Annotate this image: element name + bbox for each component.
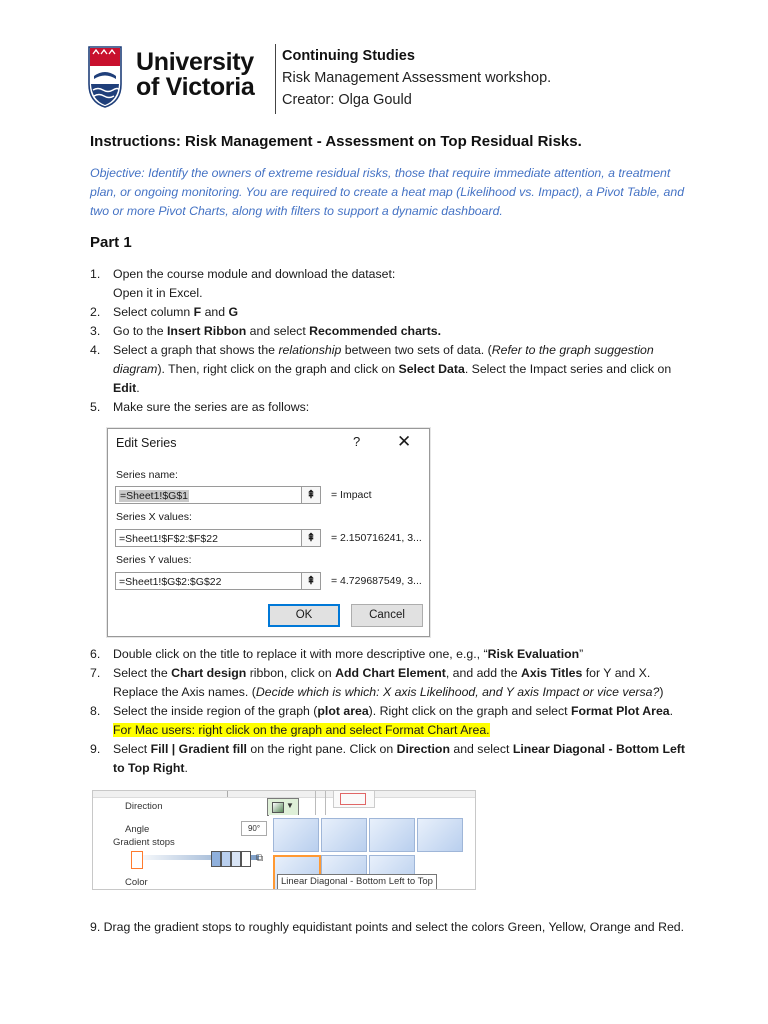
logo-line-1: University (136, 48, 254, 76)
step-2: 2. Select column F and G (90, 305, 239, 319)
close-icon[interactable]: ✕ (397, 432, 412, 451)
chevron-down-icon: ▼ (286, 801, 294, 810)
cancel-button[interactable]: Cancel (351, 604, 423, 627)
series-y-input[interactable]: =Sheet1!$G$2:$G$22 (115, 572, 321, 590)
angle-label: Angle (125, 824, 150, 835)
mac-note-highlight: For Mac users: right click on the graph and select Format Chart Area. (113, 723, 490, 737)
format-pane-screenshot (92, 790, 476, 890)
gradient-stop-handle[interactable] (241, 851, 251, 867)
help-icon[interactable]: ? (353, 434, 361, 449)
gradient-stop-handle[interactable] (131, 851, 143, 869)
series-name-label: Series name: (116, 469, 178, 481)
collapse-range-icon[interactable]: ⇞ (301, 572, 321, 590)
crest-icon (88, 46, 122, 108)
series-name-result: = Impact (331, 489, 372, 501)
final-step-text: 9. Drag the gradient stops to roughly equidistant points and select the colors Green, Yellow, Orange and Red. (90, 920, 685, 934)
part-heading: Part 1 (90, 234, 132, 251)
gradient-swatch-icon (272, 802, 284, 813)
series-name-input[interactable]: =Sheet1!$G$1 (115, 486, 321, 504)
logo-text (136, 50, 255, 100)
series-x-result: = 2.150716241, 3... (331, 532, 422, 544)
uvic-logo (88, 46, 268, 110)
add-stop-icon[interactable]: ⧉ (256, 853, 264, 864)
direction-tile[interactable] (321, 818, 367, 852)
step-7: 7. Select the Chart design ribbon, click on Add Chart Element, and add the Axis Titles for Y and X. Replace the Axis names. (Decide which is which: X axis Likelihood, and Y axis Impact or vice versa?) (90, 666, 664, 699)
steps-list-b (90, 645, 690, 778)
direction-tooltip: Linear Diagonal - Bottom Left to Top (277, 874, 437, 890)
collapse-range-icon[interactable]: ⇞ (301, 486, 321, 504)
step-3: 3. Go to the Insert Ribbon and select Recommended charts. (90, 324, 442, 338)
header-creator: Creator: Olga Gould (282, 92, 412, 108)
step-1: 1. Open the course module and download the dataset: Open it in Excel. (90, 267, 396, 300)
gradient-stop-handle[interactable] (221, 851, 231, 867)
series-y-label: Series Y values: (116, 554, 192, 566)
step-6: 6. Double click on the title to replace it with more descriptive one, e.g., “Risk Evaluation” (90, 647, 584, 661)
header-workshop: Risk Management Assessment workshop. (282, 70, 552, 86)
header-divider (275, 44, 276, 114)
direction-tile[interactable] (417, 818, 463, 852)
edit-series-dialog (107, 428, 430, 637)
step-9: 9. Select Fill | Gradient fill on the right pane. Click on Direction and select Linear Diagonal - Bottom Left to Top Right. (90, 742, 686, 775)
header-title: Continuing Studies (282, 48, 415, 64)
gradient-stop-handle[interactable] (211, 851, 221, 867)
ok-button[interactable]: OK (268, 604, 340, 627)
gradient-stop-handle[interactable] (231, 851, 241, 867)
logo-line-2: of Victoria (136, 73, 255, 101)
instructions-heading: Instructions: Risk Management - Assessment on Top Residual Risks. (90, 133, 582, 150)
step-5: 5. Make sure the series are as follows: (90, 400, 310, 414)
step-8: 8. Select the inside region of the graph (plot area). Right click on the graph and select Format Plot Area. For Mac users: right click on the graph and select Format Chart Area. (90, 704, 674, 737)
direction-dropdown[interactable] (267, 798, 299, 816)
angle-input[interactable]: 90° (241, 821, 267, 836)
gradient-stops-label: Gradient stops (113, 837, 175, 848)
series-x-label: Series X values: (116, 511, 192, 523)
color-label: Color (125, 877, 148, 888)
direction-label: Direction (125, 801, 163, 812)
dialog-title: Edit Series (116, 436, 177, 450)
step-4: 4. Select a graph that shows the relationship between two sets of data. (Refer to the graph suggestion diagram). Then, right click on the graph and click on Select Data. Select the Impact series and click on Edit. (90, 343, 672, 395)
direction-tile[interactable] (273, 818, 319, 852)
steps-list-a (90, 265, 690, 417)
collapse-range-icon[interactable]: ⇞ (301, 529, 321, 547)
series-y-result: = 4.729687549, 3... (331, 575, 422, 587)
preview-thumbnail (333, 791, 375, 808)
objective-text: Objective: Identify the owners of extreme residual risks, those that require immediate attention, a treatment plan, or ongoing monitoring. You are required to create a heat map (Likelihood vs. Impact), a Pivot Table, and two or more Pivot Charts, along with filters to support a dynamic dashboard. (90, 166, 685, 218)
direction-tile[interactable] (369, 818, 415, 852)
series-x-input[interactable]: =Sheet1!$F$2:$F$22 (115, 529, 321, 547)
